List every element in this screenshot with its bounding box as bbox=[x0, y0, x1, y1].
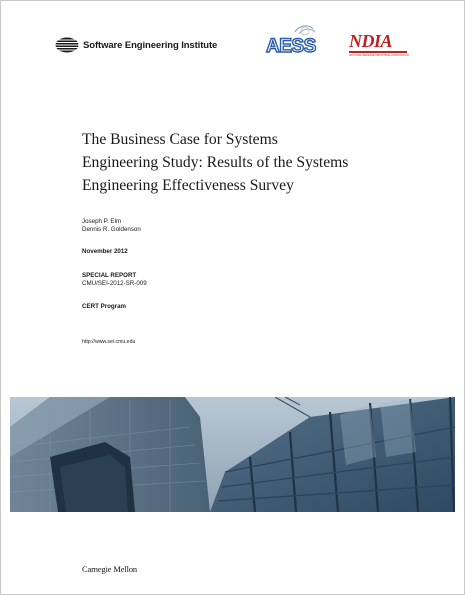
program-name: CERT Program bbox=[82, 303, 127, 310]
ndia-logo-text: NDIA bbox=[349, 31, 393, 51]
author: Joseph P. Elm bbox=[82, 218, 122, 225]
title-line: Engineering Study: Results of the Systems bbox=[82, 154, 349, 171]
building-photo-graphic bbox=[10, 397, 455, 512]
ndia-logo bbox=[349, 32, 409, 57]
sei-url[interactable]: http://www.sei.cmu.edu bbox=[82, 339, 136, 345]
title-line: Engineering Effectiveness Survey bbox=[82, 177, 294, 194]
report-title bbox=[82, 128, 432, 197]
title-line: The Business Case for Systems bbox=[82, 131, 278, 148]
building-photo bbox=[10, 397, 455, 512]
report-date: November 2012 bbox=[82, 248, 128, 255]
author: Dennis R. Goldenson bbox=[82, 226, 141, 234]
ndia-tagline: NATIONAL DEFENSE INDUSTRIAL ASSOCIATION bbox=[349, 54, 409, 57]
sei-name: Software Engineering Institute bbox=[83, 39, 218, 51]
aess-logo-graphic bbox=[265, 23, 329, 57]
ndia-logo-rule bbox=[349, 51, 407, 53]
sei-logo bbox=[55, 37, 217, 53]
carnegie-mellon-wordmark: Carnegie Mellon bbox=[82, 565, 138, 574]
aess-logo bbox=[265, 23, 329, 62]
sei-globe-icon bbox=[55, 37, 79, 53]
report-type: SPECIAL REPORT bbox=[82, 272, 137, 279]
report-number: CMU/SEI-2012-SR-009 bbox=[82, 280, 147, 287]
authors bbox=[82, 218, 141, 235]
aess-logo-text: AESS bbox=[266, 36, 316, 57]
